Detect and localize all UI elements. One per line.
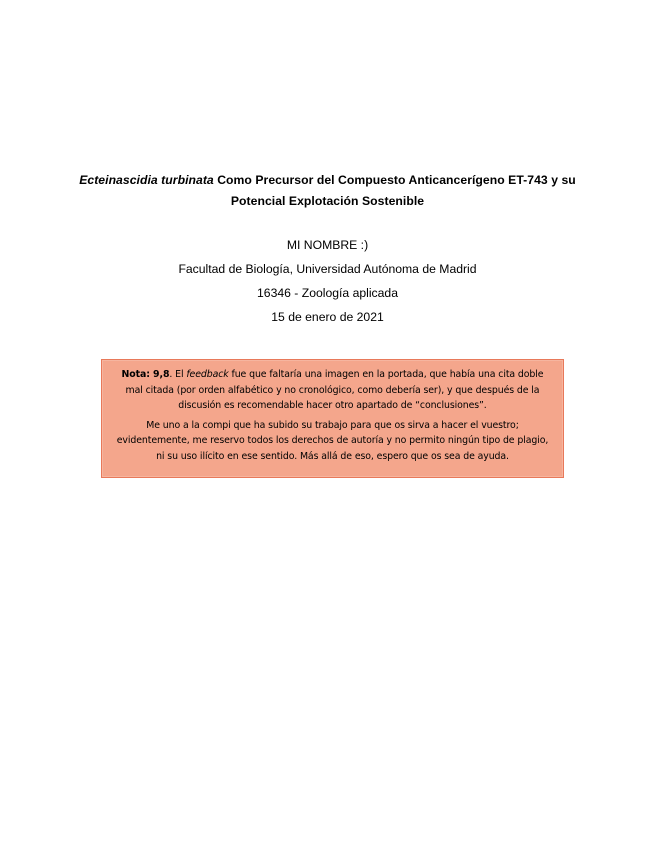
note-paragraph-1-text: fue que faltaría una imagen en la portada, que había una cita doble mal citada (por orden alfabético y no cronológico, como debería ser), y que después de la discusión es recomendable hacer otro apartado de “conclusiones”.: [125, 369, 544, 411]
note-grade-label: Nota: 9,8: [121, 369, 170, 380]
title-line1-rest: Como Precursor del Compuesto Anticancerígeno ET-743 y su: [213, 173, 576, 187]
title-line2: Potencial Explotación Sostenible: [230, 194, 425, 208]
note-feedback-word: feedback: [186, 369, 229, 380]
note-paragraph-2: Me uno a la compi que ha subido su trabajo para que os sirva a hacer el vuestro; evidentemente, me reservo todos los derechos de autoría y no permito ningún tipo de plagio, ni su uso ilícito en ese sentido. Más allá de eso, espero que os sea de ayuda.: [116, 419, 549, 462]
document-title: [60, 170, 595, 212]
title-species-name: Ecteinascidia turbinata: [79, 173, 214, 187]
author-name: MI NOMBRE :): [286, 238, 369, 252]
note-paragraph-1: [112, 367, 553, 414]
course: 16346 - Zoología aplicada: [257, 286, 398, 300]
date: 15 de enero de 2021: [271, 310, 384, 324]
grade-note-box: [101, 359, 564, 478]
institution: Facultad de Biología, Universidad Autónoma de Madrid: [178, 262, 477, 276]
note-after-label: . El: [169, 369, 187, 380]
